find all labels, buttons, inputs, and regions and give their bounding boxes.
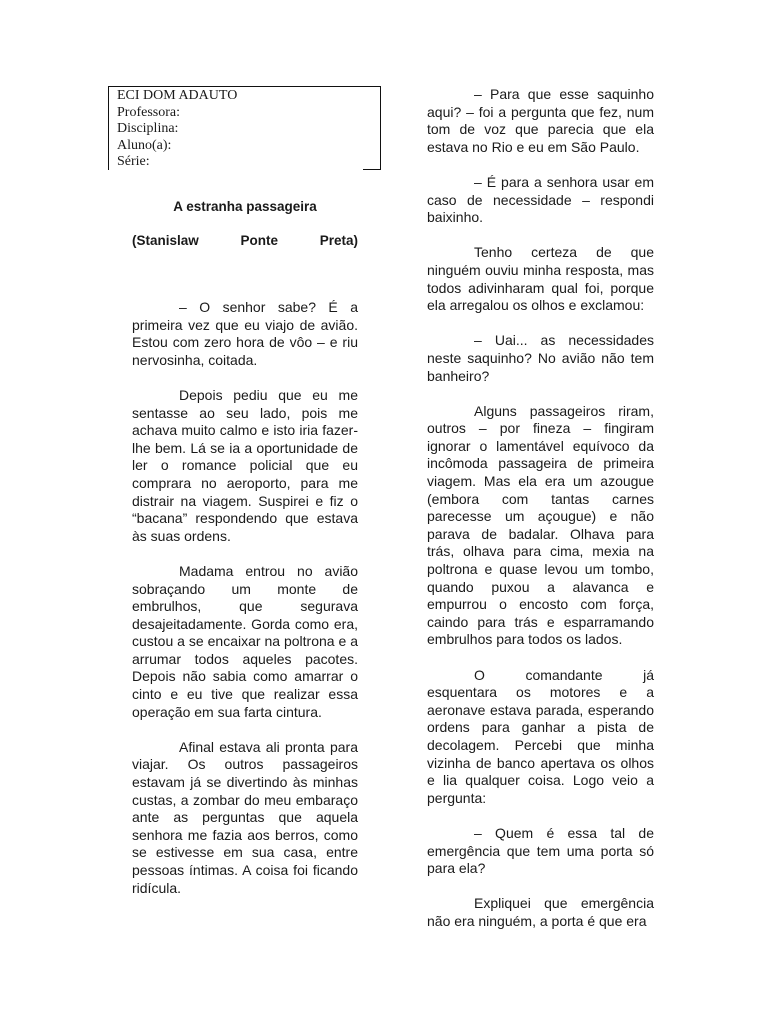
paragraph: – Uai... as necessidades neste saquinho? No avião não tem banheiro? <box>427 332 654 384</box>
paragraph: – Quem é essa tal de emergência que tem uma porta só para ela? <box>427 824 654 877</box>
author-part: (Stanislaw <box>132 233 199 248</box>
paragraph: Madama entrou no avião sobraçando um monte de embrulhos, que segurava desajeitadamente. Gorda como era, custou a se encaixar na poltrona e a arrumar todos aqueles pacotes. Depois não sabia como amarrar o cinto e eu tive que realizar essa operação em sua farta cintura. <box>132 562 358 720</box>
right-column <box>427 86 654 948</box>
paragraph: O comandante já esquentara os motores e a aeronave estava parada, esperando ordens para ganhar a pista de decolagem. Percebi que minha vizinha de banco apertava os olhos e lia qualquer coisa. Logo veio a pergunta: <box>427 666 654 806</box>
author-part: Preta) <box>319 233 358 248</box>
paragraph: Expliquei que emergência não era ninguém, a porta é que era <box>427 895 654 929</box>
teacher-label: Professora: <box>117 104 180 120</box>
student-label: Aluno(a): <box>117 137 172 153</box>
grade-label: Série: <box>117 154 150 169</box>
paragraph: Afinal estava ali pronta para viajar. Os outros passageiros estavam já se divertindo às minhas custas, a zombar do meu embaraço ante as perguntas que aquela senhora me fazia aos berros, como se estivesse em sua casa, entre pessoas íntimas. A coisa foi ficando ridícula. <box>132 738 358 896</box>
paragraph: Depois pediu que eu me sentasse ao seu lado, pois me achava muito calmo e isto iria fazer-lhe bem. Lá se ia a oportunidade de ler o romance policial que eu comprara no aeroporto, para me distrair na viagem. Suspirei e fiz o “bacana” respondendo que estava às suas ordens. <box>132 386 358 544</box>
paragraph: – O senhor sabe? É a primeira vez que eu viajo de avião. Estou com zero hora de vôo – e riu nervosinha, coitada. <box>132 299 358 368</box>
paragraph: Tenho certeza de que ninguém ouviu minha resposta, mas todos adivinharam qual foi, porque ela arregalou os olhos e exclamou: <box>427 244 654 314</box>
author-part: Ponte <box>240 233 279 248</box>
left-column <box>132 299 358 915</box>
story-title: A estranha passageira <box>173 199 317 214</box>
header-box <box>108 86 381 170</box>
subject-label: Disciplina: <box>117 121 179 136</box>
paragraph: – É para a senhora usar em caso de necessidade – respondi baixinho. <box>427 173 654 226</box>
paragraph: Alguns passageiros riram, outros – por fineza – fingiram ignorar o lamentável equívoco da incômoda passageira de primeira viagem. Mas ela era um azougue (embora com tantas carnes parecesse um açougue) e não parava de badalar. Olhava para trás, olhava para cima, mexia na poltrona e quase levou um tombo, quando puxou a alavanca e empurrou o encosto com força, caindo para trás e esparramando embrulhos para todos os lados. <box>427 402 654 648</box>
school-name: ECI DOM ADAUTO <box>117 88 238 103</box>
story-author <box>132 233 358 248</box>
paragraph: – Para que esse saquinho aqui? – foi a pergunta que fez, num tom de voz que parecia que ela estava no Rio e eu em São Paulo. <box>427 86 654 155</box>
header-box-corner <box>363 169 381 170</box>
